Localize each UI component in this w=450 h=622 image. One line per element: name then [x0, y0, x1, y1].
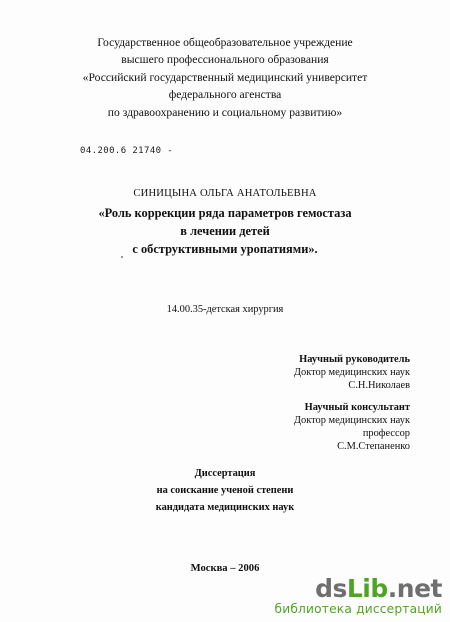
consultant-degree: Доктор медицинских наук — [293, 415, 410, 426]
dslib-logo: dsLib.net — [315, 574, 442, 603]
institution-line-2: высшего профессионального образования — [121, 53, 329, 66]
institution-line-3: «Российский государственный медицинский университет — [82, 71, 368, 84]
dissertation-title-line-3: с обструктивными уропатиями». — [132, 242, 318, 256]
consultant-block — [294, 401, 410, 453]
dissertation-label: Диссертация — [194, 468, 256, 479]
specialty-code: 14.00.35-детская хирургия — [166, 304, 284, 315]
consultant-name: С.М.Степаненко — [337, 441, 410, 452]
consultant-heading: Научный консультант — [304, 402, 410, 413]
supervisor-degree: Доктор медицинских наук — [293, 367, 410, 378]
dissertation-title-line-2: в лечении детей — [180, 224, 270, 238]
institution-line-5: по здравоохранению и социальному развитию» — [107, 106, 343, 119]
author-name: СИНИЦЫНА ОЛЬГА АНАТОЛЬЕВНА — [133, 188, 317, 199]
degree-name-line: кандидата медицинских наук — [155, 502, 295, 513]
dslib-subtitle: библиотека диссертаций — [274, 602, 442, 616]
city-year: Москва – 2006 — [190, 563, 260, 574]
supervisor-heading: Научный руководитель — [299, 354, 410, 365]
registration-code: 04.200.6 21740 - — [80, 146, 174, 156]
dslib-watermark — [274, 576, 442, 616]
institution-line-4: федерального агенства — [168, 88, 282, 101]
supervisor-name: С.Н.Николаев — [348, 380, 410, 391]
supervisor-block — [294, 353, 410, 392]
institution-line-1: Государственное общеобразовательное учреждение — [97, 36, 353, 49]
consultant-rank: профессор — [362, 428, 410, 439]
degree-sought-line: на соискание ученой степени — [156, 485, 294, 496]
dissertation-title-line-1: «Роль коррекции ряда параметров гемостаза — [98, 206, 352, 220]
scan-speck — [121, 256, 123, 258]
